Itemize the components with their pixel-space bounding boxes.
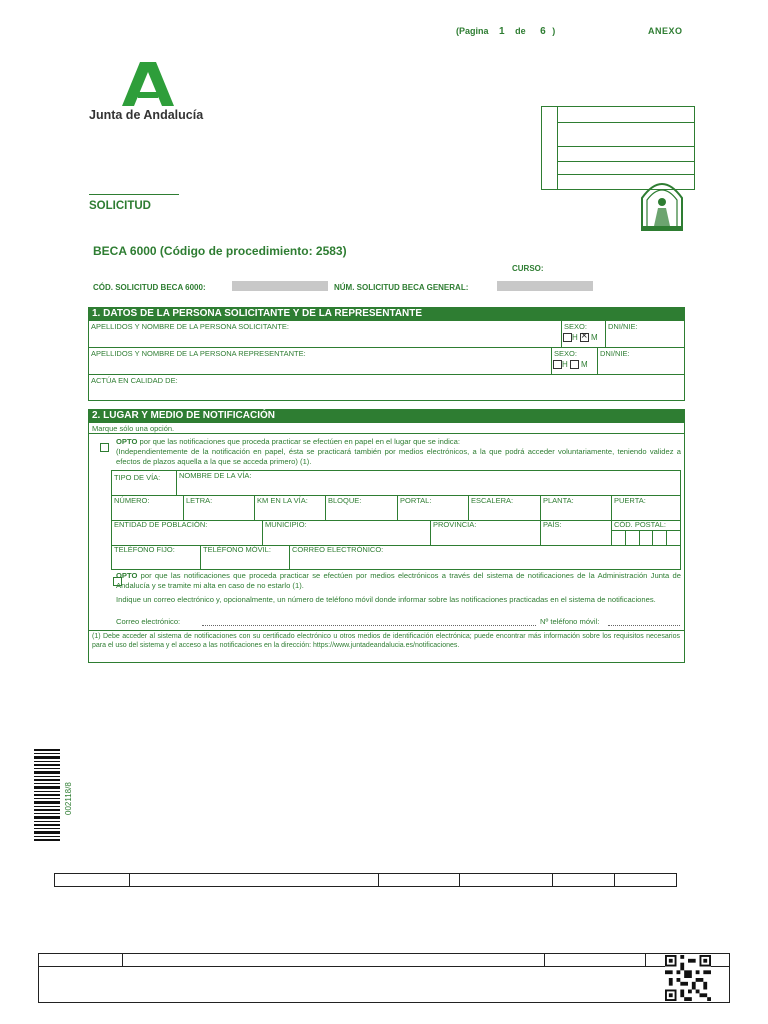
sexo-h-checkbox[interactable] — [563, 333, 572, 342]
solicitud-rule — [89, 194, 179, 195]
tel-movil-label: TELÉFONO MÓVIL: — [203, 545, 271, 554]
km-label: KM EN LA VÍA: — [257, 496, 308, 505]
escalera-label: ESCALERA: — [471, 496, 514, 505]
sexo-options-applicant — [563, 333, 598, 342]
junta-logo-icon — [118, 62, 178, 108]
qr-icon — [664, 955, 712, 1001]
barcode-code: 002118/8 — [64, 782, 73, 815]
section1-title: 1. DATOS DE LA PERSONA SOLICITANTE Y DE LA REPRESENTANTE — [88, 307, 685, 320]
indique-text: Indique un correo electrónico y, opcionalmente, un número de teléfono móvil donde informar sobre las notificaciones practicadas en el sistema de notificaciones. — [116, 595, 656, 604]
junta-logo — [118, 62, 178, 108]
rep-sexo-h-checkbox[interactable] — [553, 360, 562, 369]
actua-label: ACTÚA EN CALIDAD DE: — [91, 376, 178, 385]
bottom-strip — [54, 873, 677, 887]
correo-label: Correo electrónico: — [116, 617, 181, 626]
opto-paper-text — [116, 437, 681, 447]
page-total: 6 — [540, 26, 546, 37]
cod-solicitud-field[interactable] — [232, 281, 328, 291]
page-suffix: ) — [552, 26, 556, 36]
provincia-label: PROVINCIA: — [433, 520, 477, 529]
rep-sexo-h-label: H — [562, 360, 568, 369]
letra-label: LETRA: — [186, 496, 213, 505]
puerta-label: PUERTA: — [614, 496, 646, 505]
planta-label: PLANTA: — [543, 496, 574, 505]
footnote: (1) Debe acceder al sistema de notificaciones con su certificado electrónico u otros medios de identificación electrónica; puede encontrar más información sobre los requisitos necesarios para el uso del sistema y el acceso a las notificaciones en la dirección: https://www.juntadeandalucia.es/notificaciones. — [92, 633, 680, 649]
seal-icon — [638, 176, 686, 232]
curso-label: CURSO: — [512, 264, 544, 273]
opto-bold: OPTO — [116, 437, 138, 446]
sexo-options-rep — [553, 360, 588, 369]
opto-bold-2: OPTO — [116, 571, 138, 580]
qr-code — [664, 955, 712, 1001]
org-name: Junta de Andalucía — [89, 108, 204, 122]
opt2-text: por que las notificaciones que proceda practicar se efectúen por medios electrónicos a través del sistema de notificaciones de la Administración Junta de Andalucía y se tramite mi alta en caso de no estarlo (1). — [116, 571, 681, 590]
numero-label: NÚMERO: — [114, 496, 150, 505]
annex-label: ANEXO — [648, 26, 683, 36]
opto-paper-note: (Independientemente de la notificación en papel, ésta se practicará también por medios electrónicos, a la que podrá acceder voluntariamente, teniendo validez a efectos de plazos aquella a la que se acceda primero) (1). — [116, 447, 681, 466]
footer-box — [38, 953, 730, 1003]
tel-fijo-label: TELÉFONO FIJO: — [114, 545, 175, 554]
correo-input[interactable] — [202, 625, 536, 626]
solicitud-label: SOLICITUD — [89, 200, 151, 212]
portal-label: PORTAL: — [400, 496, 432, 505]
sexo-label: SEXO: — [564, 322, 587, 331]
sexo-h-label: H — [572, 333, 578, 342]
dni-label: DNI/NIE: — [608, 322, 638, 331]
municipio-label: MUNICIPIO: — [265, 520, 307, 529]
sexo-m-checkbox[interactable] — [580, 333, 589, 342]
num-solicitud-field[interactable] — [497, 281, 593, 291]
page-prefix: (Pagina — [456, 26, 489, 36]
rep-sexo-m-label: M — [581, 360, 588, 369]
rep-sexo-m-checkbox[interactable] — [570, 360, 579, 369]
cod-postal-label: CÓD. POSTAL: — [614, 520, 666, 529]
page-number: 1 — [499, 26, 505, 37]
side-barcode — [34, 749, 60, 843]
marque-note: Marque sólo una opción. — [92, 424, 175, 433]
bloque-label: BLOQUE: — [328, 496, 362, 505]
cod-postal-boxes[interactable] — [612, 530, 680, 544]
opto-paper-checkbox[interactable] — [100, 443, 109, 452]
cod-solicitud-label: CÓD. SOLICITUD BECA 6000: — [93, 283, 206, 292]
rep-dni-label: DNI/NIE: — [600, 349, 630, 358]
sexo-m-label: M — [591, 333, 598, 342]
section2-title: 2. LUGAR Y MEDIO DE NOTIFICACIÓN — [88, 409, 685, 422]
rep-name-label: APELLIDOS Y NOMBRE DE LA PERSONA REPRESENTANTE: — [91, 349, 306, 358]
barcode-icon — [34, 749, 60, 843]
rep-sexo-label: SEXO: — [554, 349, 577, 358]
movil-label: Nº teléfono móvil: — [540, 617, 600, 626]
page-of: de — [515, 26, 526, 36]
pais-label: PAÍS: — [543, 520, 562, 529]
nombre-via-label: NOMBRE DE LA VÍA: — [179, 471, 252, 480]
coat-of-arms-seal — [638, 176, 686, 232]
movil-input[interactable] — [608, 625, 680, 626]
opt1-text: por que las notificaciones que proceda practicar se efectúen en papel en el lugar que se indica: — [139, 437, 460, 446]
page-indicator — [456, 26, 555, 37]
entidad-label: ENTIDAD DE POBLACIÓN: — [114, 520, 208, 529]
correo-upper-label: CORREO ELECTRÓNICO: — [292, 545, 384, 554]
tipo-via-label: TIPO DE VÍA: — [114, 473, 161, 482]
form-title: BECA 6000 (Código de procedimiento: 2583) — [93, 244, 347, 258]
applicant-name-label: APELLIDOS Y NOMBRE DE LA PERSONA SOLICITANTE: — [91, 322, 289, 331]
opto-electronic-text — [116, 571, 681, 590]
num-solicitud-label: NÚM. SOLICITUD BECA GENERAL: — [334, 283, 469, 292]
